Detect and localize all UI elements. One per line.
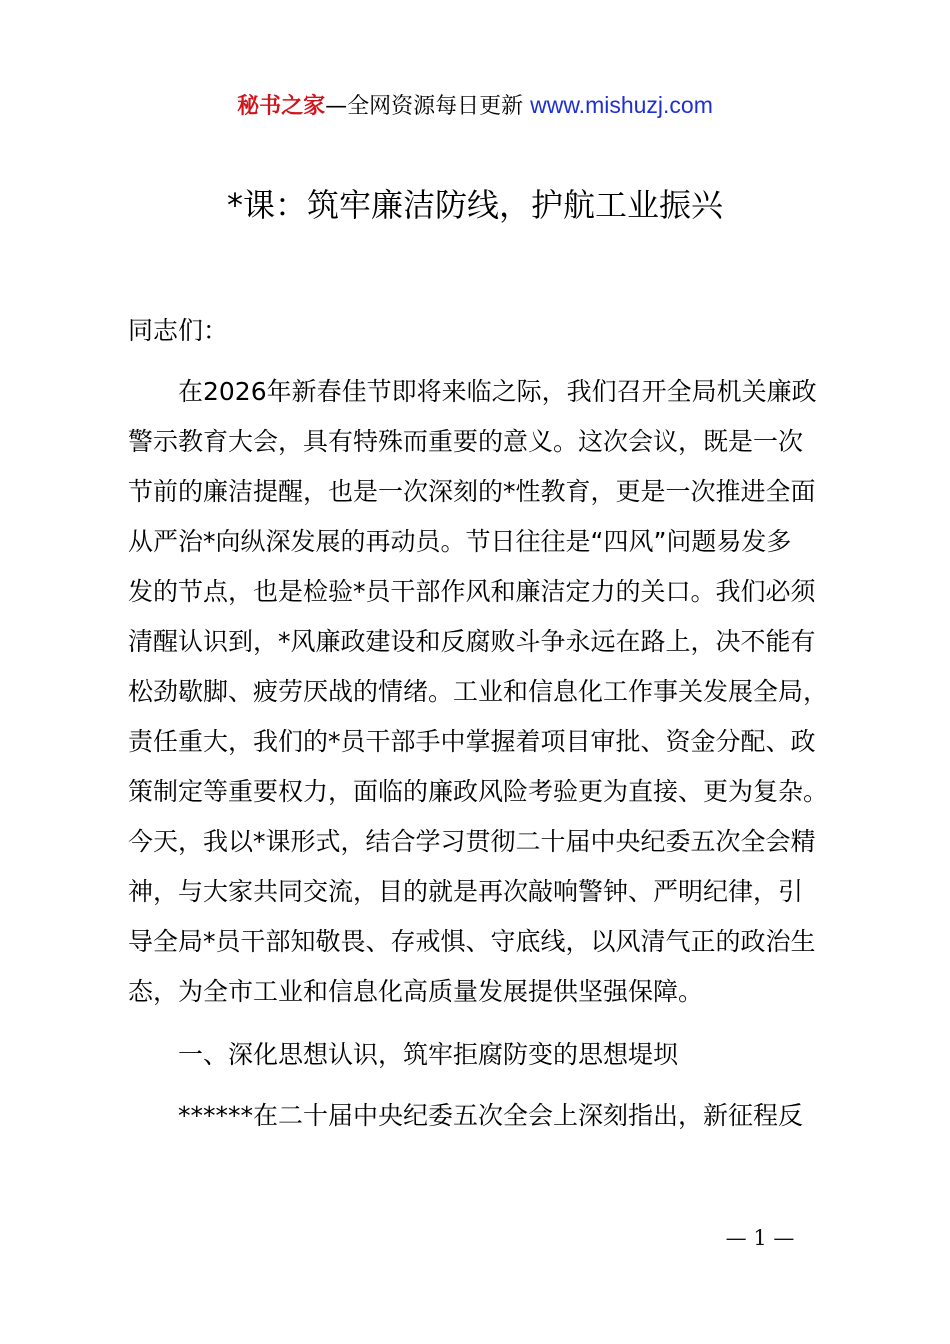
text-line: 警示教育大会，具有特殊而重要的意义。这次会议，既是一次 xyxy=(128,427,804,456)
text-line: ******在二十届中央纪委五次全会上深刻指出，新征程反 xyxy=(178,1101,804,1130)
paragraph-2 xyxy=(128,1091,868,1141)
site-banner xyxy=(0,88,950,124)
text-line: 松劲歇脚、疲劳厌战的情绪。工业和信息化工作事关发展全局， xyxy=(128,677,829,706)
paragraph-1 xyxy=(128,367,868,1017)
site-tagline: —全网资源每日更新 xyxy=(325,94,531,119)
site-brand: 秘书之家 xyxy=(237,94,326,119)
text-line: 节前的廉洁提醒，也是一次深刻的*性教育，更是一次推进全面 xyxy=(128,477,816,506)
document-title: *课：筑牢廉洁防线，护航工业振兴 xyxy=(226,186,723,224)
text-line: 神，与大家共同交流，目的就是再次敲响警钟、严明纪律，引 xyxy=(128,877,804,906)
text-line: 今天，我以*课形式，结合学习贯彻二十届中央纪委五次全会精 xyxy=(128,827,816,856)
text-line: 清醒认识到，*风廉政建设和反腐败斗争永远在路上，决不能有 xyxy=(128,627,816,656)
salutation: 同志们： xyxy=(128,316,229,345)
text-line: 态，为全市工业和信息化高质量发展提供坚强保障。 xyxy=(128,977,704,1006)
text-line: 在2026年新春佳节即将来临之际，我们召开全局机关廉政 xyxy=(178,377,817,406)
text-line: 从严治*向纵深发展的再动员。节日往往是“四风”问题易发多 xyxy=(128,527,792,556)
text-line: 责任重大，我们的*员干部手中掌握着项目审批、资金分配、政 xyxy=(128,727,816,756)
text-line: 策制定等重要权力，面临的廉政风险考验更为直接、更为复杂。 xyxy=(128,777,829,806)
section-heading: 一、深化思想认识，筑牢拒腐防变的思想堤坝 xyxy=(178,1040,679,1069)
text-line: 导全局*员干部知敬畏、存戒惧、守底线，以风清气正的政治生 xyxy=(128,927,816,956)
text-line: 发的节点，也是检验*员干部作风和廉洁定力的关口。我们必须 xyxy=(128,577,816,606)
page-number: — 1 — xyxy=(725,1226,795,1250)
site-url-link[interactable]: www.mishuzj.com xyxy=(530,92,713,118)
